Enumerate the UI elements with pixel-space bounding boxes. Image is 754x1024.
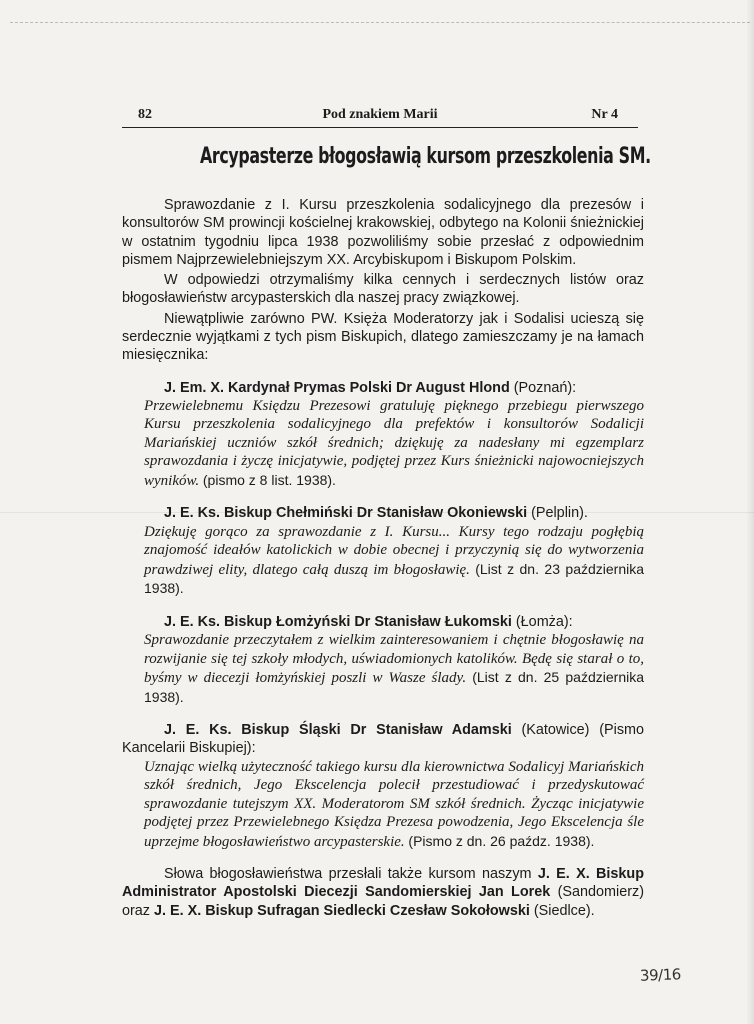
intro-paragraph-2: W odpowiedzi otrzymaliśmy kilka cennych i serdecznych listów oraz błogosławieństw arcypasterskich dla naszej pracy związkowej. (122, 272, 644, 307)
letter-quote: Sprawozdanie przeczytałem z wielkim zainteresowaniem i chętnie błogosławię na rozwijanie się tej szkoły młodych, uświadomionych katolików. Będę się starał o to, byśmy w diecezji łomżyńskiej poszli w Wasze ślady. (List z dn. 25 października 1938). (144, 632, 644, 705)
closing-paragraph: Słowa błogosławieństwa przesłali także kursom naszym J. E. X. Biskup Administrator Apostolski Diecezji Sandomierskiej Jan Lorek (Sandomierz) oraz J. E. X. Biskup Sufragan Siedlecki Czesław Sokołowski (Siedlce). (122, 866, 645, 919)
letter-quote: Uznając wielką użyteczność takiego kursu dla kierownictwa Sodalicyj Mariańskich szkół średnich, Jego Ekscelencja polecił przestudiować i przedyskutować sprawozdanie tutejszym XX. Moderatorom SM szkół średnich. Życząc inicjatywie podjętej przez Przewielebnego Księdza Prezesa powodzenia, Jego Ekscelencja śle uprzejme błogosławieństwo arcypasterskie. (Pismo z dn. 26 paźdz. 1938). (144, 758, 644, 850)
article-body (122, 196, 644, 920)
letter-quote: Dziękuję gorąco za sprawozdanie z I. Kursu... Kursy tego rodzaju pogłębią znajomość ideałów katolickich w dobie obecnej i przyczynią się do wytworzenia prawdziwej elity, dlatego całą duszą im błogosławię. (List z dn. 23 października 1938). (144, 523, 645, 597)
intro-paragraph-3: Niewątpliwie zarówno PW. Księża Moderatorzy jak i Sodalisi ucieszą się serdecznie wyjątkami z tych pism Biskupich, dlatego zamieszczamy je na łamach miesięcznika: (122, 310, 644, 364)
issue-number: Nr 4 (591, 107, 618, 122)
handwritten-archive-number: 39/16 (639, 965, 682, 985)
letter-sender: J. E. Ks. Biskup Chełmiński Dr Stanisław Okoniewski (Pelplin). (164, 505, 588, 522)
letter-sender: J. E. Ks. Biskup Śląski Dr Stanisław Adamski (Katowice) (Pismo Kancelarii Biskupiej): (122, 722, 645, 757)
top-dashed-edge (10, 22, 750, 24)
page-number: 82 (138, 107, 152, 122)
letter-sender: J. E. Ks. Biskup Łomżyński Dr Stanisław Łukomski (Łomża): (164, 613, 573, 630)
letter-3 (122, 613, 644, 707)
running-header (122, 105, 638, 128)
letter-1 (122, 379, 644, 491)
journal-title: Pod znakiem Marii (322, 107, 438, 122)
article-title: Arcypasterze błogosławią kursom przeszkolenia SM. (200, 144, 651, 169)
letter-4 (122, 721, 644, 851)
letter-2 (122, 504, 644, 598)
intro-paragraph-1: Sprawozdanie z I. Kursu przeszkolenia sodalicyjnego dla prezesów i konsultorów SM prowincji kościelnej krakowskiej, odbytego na Kolonii śnieżnickiej w ostatnim tygodniu lipca 1938 pozwoliliśmy sobie przesłać z odpowiednim pismem Najprzewielebniejszym XX. Arcybiskupom i Biskupom Polskim. (122, 197, 644, 268)
right-page-edge (746, 0, 754, 1024)
letter-sender: J. Em. X. Kardynał Prymas Polski Dr August Hlond (Poznań): (164, 379, 577, 396)
letter-quote: Przewielebnemu Księdzu Prezesowi gratuluję pięknego przebiegu pierwszego Kursu przeszkolenia sodalicyjnego dla prefektów i konsultorów Sodalicji Mariańskiej uczniów szkół średnich; dziękuję za nadesłany mi egzemplarz sprawozdania i życzę inicjatywie, podjętej przez Kurs śnieżnicki najowocniejszych wyników. (pismo z 8 list. 1938). (144, 397, 644, 489)
